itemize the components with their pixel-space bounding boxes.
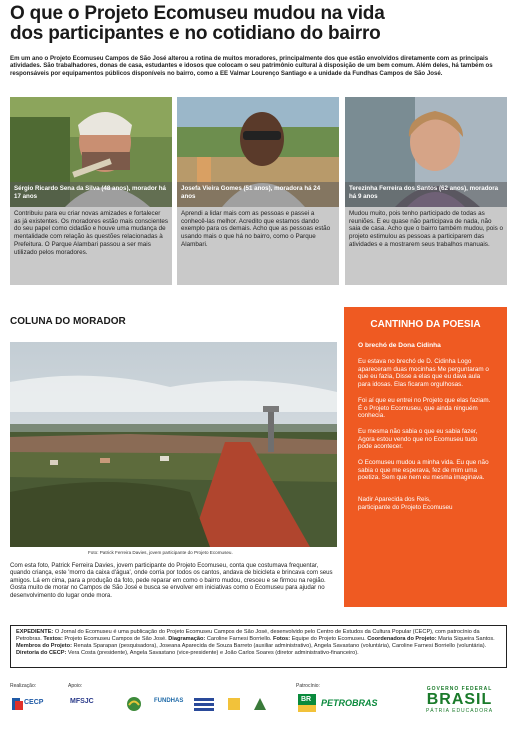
coord-label: Coordenadora do Projeto: (367, 635, 437, 642)
petrobras-logo (298, 694, 316, 717)
testimonial-caption: Terezinha Ferreira dos Santos (62 anos), moradora há 9 anos (345, 182, 507, 207)
neighborhood-photo (10, 342, 337, 547)
fotos-label: Fotos: (273, 635, 291, 642)
gov-line-3: PÁTRIA EDUCADORA (425, 708, 494, 714)
photo-credit: Foto: Patrick Ferreira Davies, jovem participante do Projeto Ecomuseu. (88, 550, 233, 555)
testimonial-card (177, 97, 339, 285)
partner-logo (252, 696, 268, 717)
petrobras-br: BR (301, 696, 312, 703)
fundhas-logo: FUNDHAS (154, 698, 184, 704)
testimonial-text: Aprendi a lidar mais com as pessoas e passei a conhecê-las melhor. Acredito que estamos dando exemplo para os demais. Acho que as pessoas estão usando mais o que há no bairro, como o Parque Alambari. (177, 207, 339, 285)
realizacao-label: Realização: (10, 683, 37, 689)
poem-stanza: Foi aí que eu entrei no Projeto que elas faziam. É o Projeto Ecomuseu, que ainda ninguém conhecia. (358, 396, 491, 420)
testimonial-caption: Josefa Vieira Gomes (51 anos), moradora há 24 anos (177, 182, 339, 207)
title-line-2: dos participantes e no cotidiano do bairro (10, 23, 381, 44)
partner-logo (124, 696, 144, 717)
expediente-text: O Jornal do Ecomuseu é uma publicação do Projeto Ecomuseu Campos de São José, desenvolvido pelo Centro de Estudos da Cultura Popular (CECP), com patrocínio da Petrobras. (16, 629, 480, 642)
diagramacao-label: Diagramação: (168, 635, 206, 642)
diretoria-value: Vera Costa (presidente), Angela Savastano (vice-presidente) e João Carlos Soares (diretor administrativo-financeiro). (66, 649, 359, 656)
coord-value: Maria Siqueira Santos. (436, 635, 495, 642)
textos-label: Textos: (43, 635, 63, 642)
apoio-label: Apoio: (68, 683, 83, 689)
gov-line-2: BRASIL (426, 691, 493, 708)
testimonial-card (345, 97, 507, 285)
fotos-value: Equipe do Projeto Ecomuseu. (290, 635, 368, 642)
signature-line: participante do Projeto Ecomuseu (358, 503, 453, 511)
expediente-label: EXPEDIENTE: (16, 629, 54, 635)
cecp-logo (12, 696, 48, 717)
signature-line: Nadir Aparecida dos Reis, (358, 496, 431, 504)
patrocinio-label: Patrocínio: (296, 683, 320, 689)
gov-line-1: GOVERNO FEDERAL (426, 686, 493, 692)
diagramacao-value: Caroline Farnesi Borriello. (205, 635, 274, 642)
poetry-heading: CANTINHO DA POESIA (370, 319, 481, 330)
expediente-box (10, 625, 507, 668)
poem-signature (358, 496, 493, 511)
textos-value: Projeto Ecomuseu Campos de São José. (62, 635, 169, 642)
cecp-text: CECP (24, 699, 44, 706)
sjc-logo: MFSJC (70, 698, 94, 705)
partner-logo (194, 696, 214, 717)
testimonial-text: Mudou muito, pois tenho participado de todas as reuniões. E eu quase não participava de nada, não saia de casa. Acho que o bairro também mudou, pois o projeto estimulou as pessoas a participarem das atividades e a mostrarem seus trabalhos manuais. (345, 207, 507, 285)
gov-brasil-logo (412, 686, 507, 714)
testimonial-card (10, 97, 172, 285)
poem-stanza: Eu estava no brechó de D. Cidinha Logo apareceram duas mocinhas Me perguntaram o que eu fazia, Disse a elas que eu dava aula para idosas. Elas ficaram orgulhosas. (358, 358, 489, 389)
testimonial-text: Contribuiu para eu criar novas amizades e fortalecer as já existentes. Os moradores estão mais conscientes do seu papel como cidadão e houve uma mudança de mentalidade com relação às questões relacionadas à Prefeitura. O Parque Alambari passou a ser mais utilizado pelos moradores. (10, 207, 172, 285)
poem-stanza: Eu mesma não sabia o que eu sabia fazer, Agora estou vendo que no Ecomuseu tudo pode acontecer. (358, 427, 478, 451)
diretoria-label: Diretoria do CECP: (16, 649, 67, 656)
title-line-1: O que o Projeto Ecomuseu mudou na vida (10, 3, 385, 24)
membros-value: Renata Sparapan (pesquisadora), Joseana Aparecida de Souza Barreto (auxiliar administrativo), Angela Savastano (voluntária), Caroline Farnesi Borriello (voluntária). (71, 642, 487, 649)
section-title: COLUNA DO MORADOR (10, 316, 126, 327)
intro-paragraph: Em um ano o Projeto Ecomuseu Campos de São José alterou a rotina de muitos moradores, principalmente dos que estão envolvidos diretamente com as principais atividades. São trabalhadores, donas de casa, estudantes e idosos que colocam o seu patrimônio cultural à disposição de um bem comum. Além deles, há também os responsáveis por equipamentos públicos disponíveis no bairro, como a EE Valmar Lourenço Santiago e a unidade da Fundhas Campos de São José. (10, 55, 493, 77)
partner-logo (226, 696, 242, 717)
poem-stanza: O Ecomuseu mudou a minha vida. Eu que não sabia o que me esperava, fez de mim uma poetiza. Sem que nem eu mesma imaginava. (358, 459, 489, 482)
membros-label: Membros do Projeto: (16, 642, 72, 649)
petrobras-text: PETROBRAS (321, 698, 378, 708)
story-text: Com esta foto, Patrick Ferreira Davies, jovem participante do Projeto Ecomuseu, conta que costumava frequentar, quando criança, este 'morro da caixa d'água', onde corria por todos os cantos, andava de bicicleta e brincava com seus amigos. Lá em cima, para a produção da foto, pede reparar em como o bairro mudou, cresceu e se firmou na região. Gosta muito de morar no Campos de São José e busca se envolver em iniciativas como o Ecomuseu para ajudar no desenvolvimento do lugar onde mora. (10, 562, 333, 599)
poem-title: O brechó de Dona Cidinha (358, 342, 441, 349)
testimonial-caption: Sérgio Ricardo Sena da Silva (48 anos), morador há 17 anos (10, 182, 172, 207)
page-title (10, 4, 510, 44)
poetry-box (344, 307, 507, 607)
